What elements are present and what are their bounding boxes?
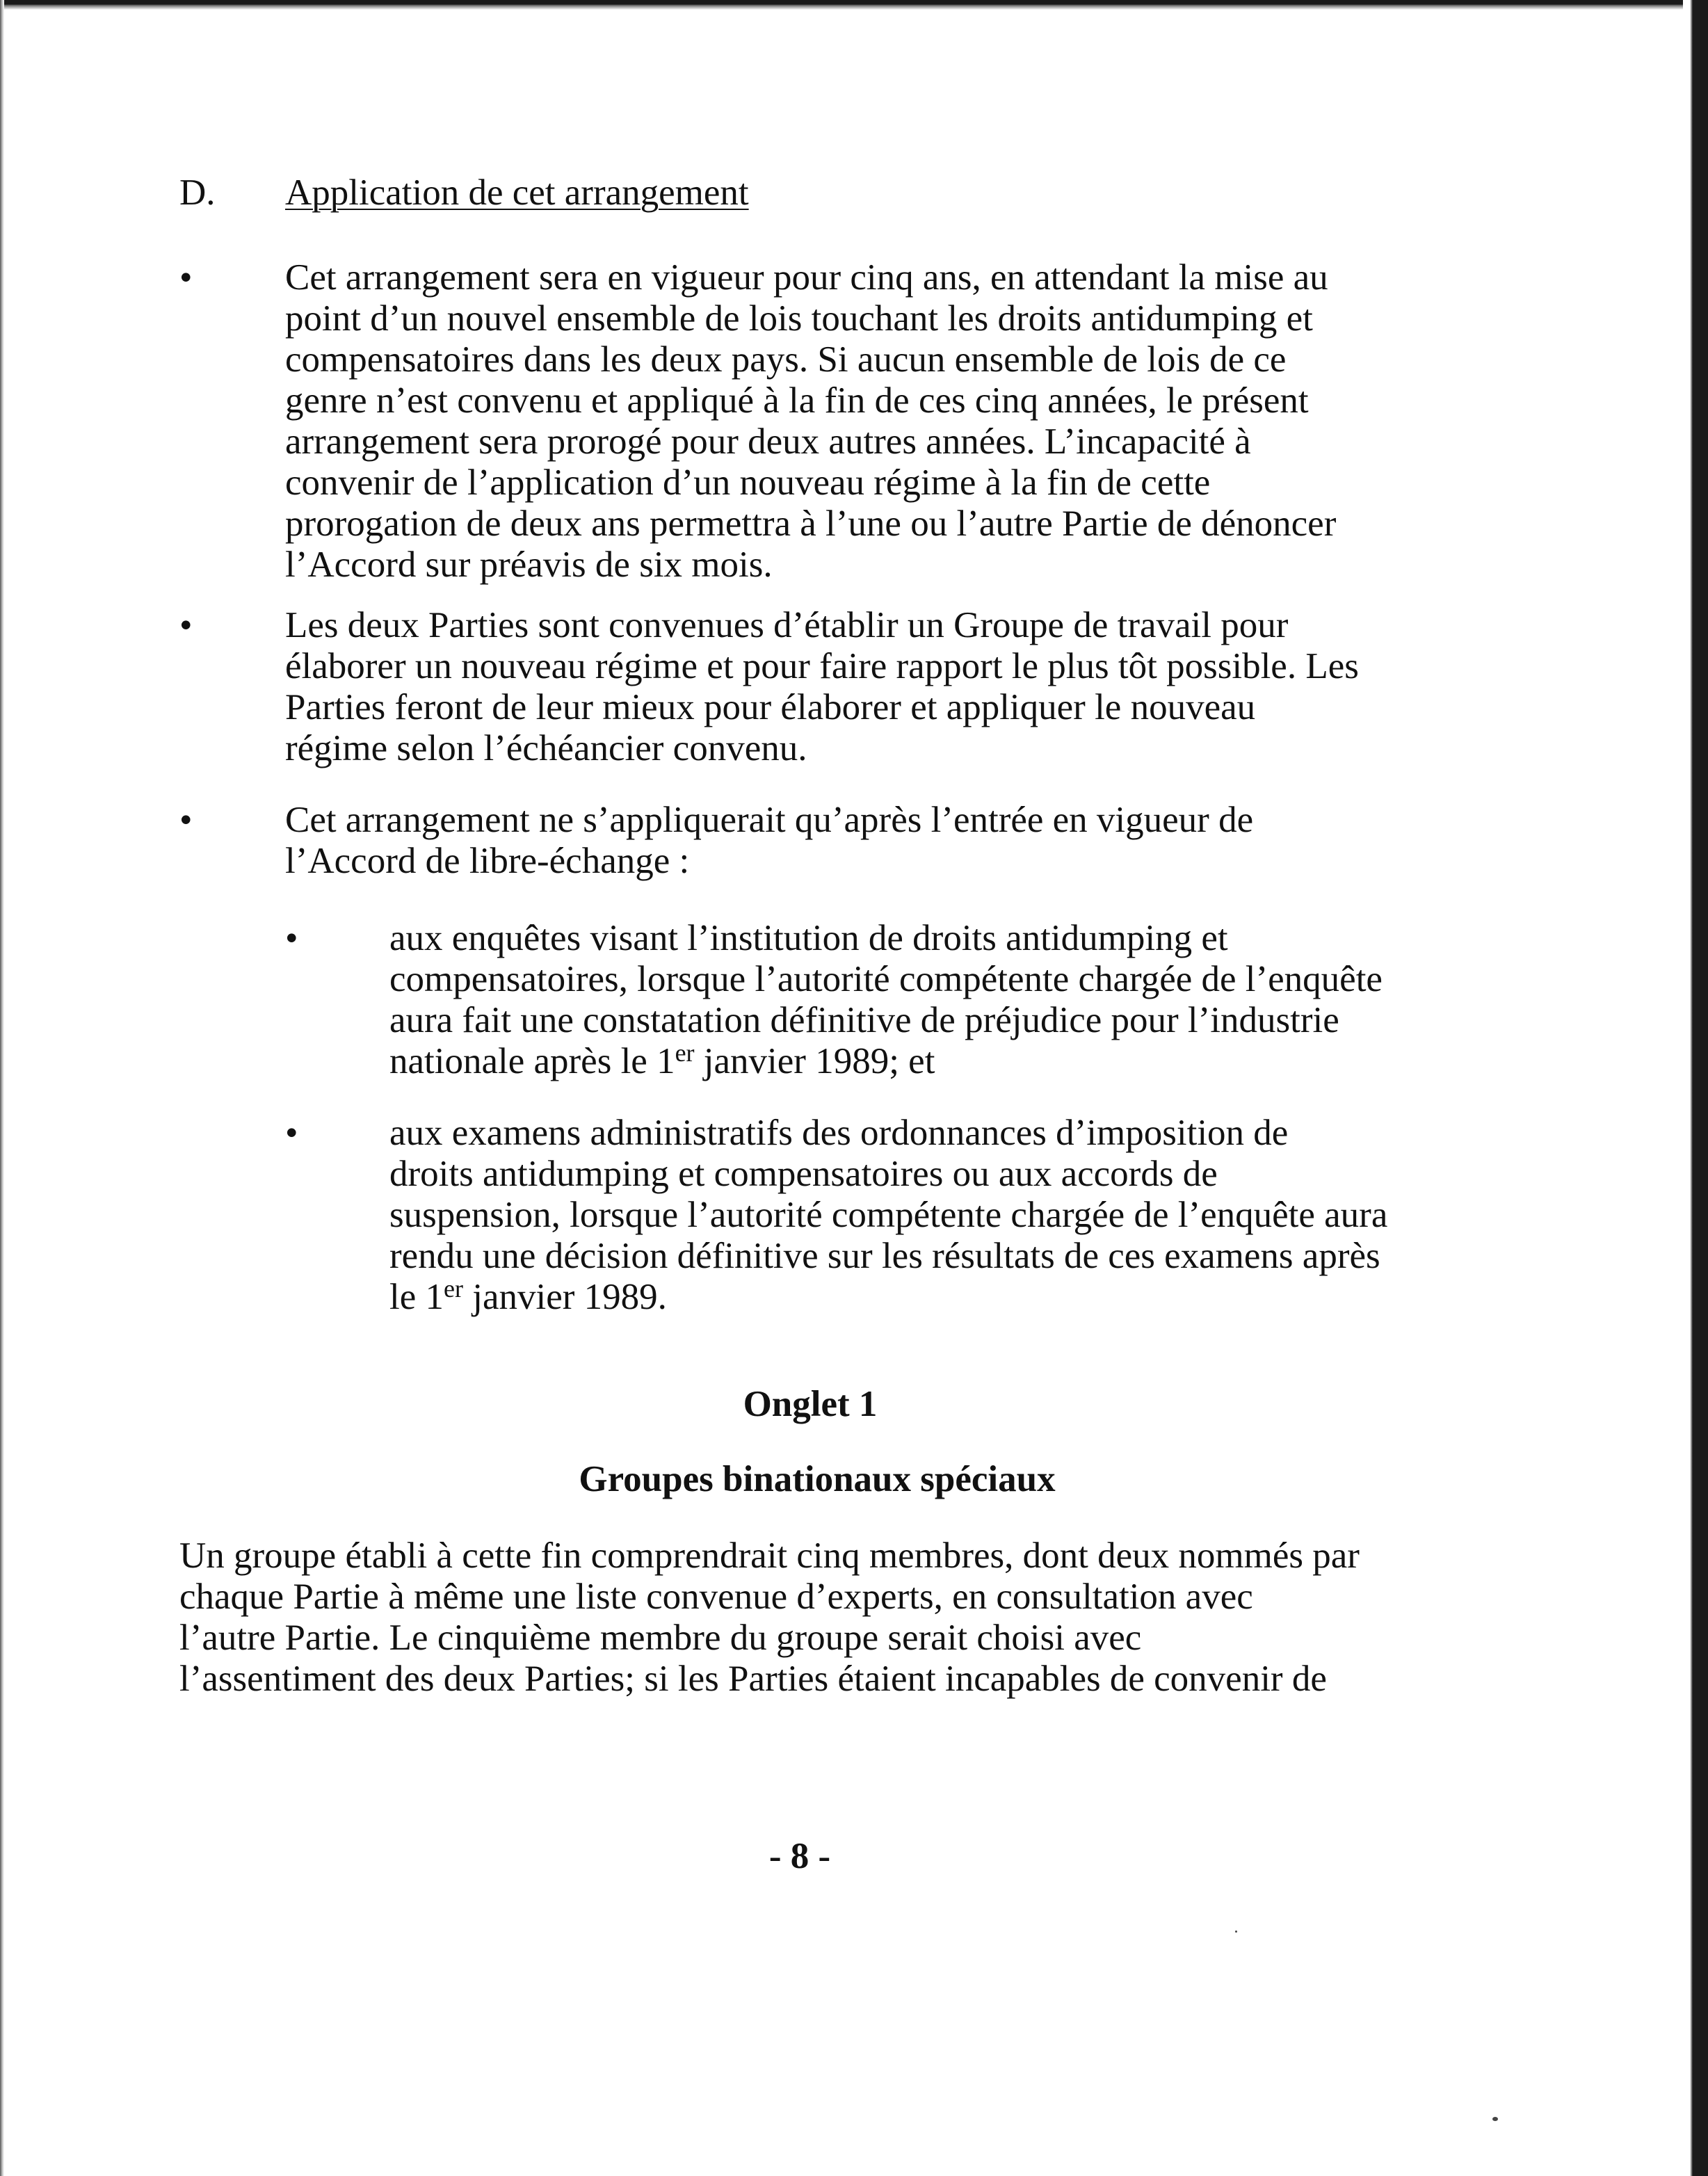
text-line: prorogation de deux ans permettra à l’une ou l’autre Partie de dénoncer — [285, 503, 1337, 544]
text-fragment: janvier 1989; et — [694, 1041, 935, 1081]
tab-title: Onglet 1 — [743, 1384, 878, 1424]
text-line: droits antidumping et compensatoires ou aux accords de — [389, 1154, 1218, 1194]
bullet-paragraph-2 — [285, 605, 1359, 769]
bullet-paragraph-3 — [285, 800, 1253, 882]
text-line: compensatoires, lorsque l’autorité compétente chargée de l’enquête — [389, 959, 1383, 999]
text-line: aura fait une constatation définitive de préjudice pour l’industrie — [389, 1000, 1339, 1040]
section-title: Application de cet arrangement — [285, 172, 749, 213]
text-line: élaborer un nouveau régime et pour faire rapport le plus tôt possible. Les — [285, 646, 1359, 686]
text-fragment: janvier 1989. — [462, 1277, 667, 1317]
text-line: l’Accord de libre-échange : — [285, 841, 690, 881]
scan-speck — [1492, 2117, 1498, 2121]
text-line: Cet arrangement sera en vigueur pour cinq ans, en attendant la mise au — [285, 257, 1328, 298]
text-line: l’assentiment des deux Parties; si les Parties étaient incapables de convenir de — [179, 1659, 1327, 1699]
section-letter: D. — [179, 172, 216, 213]
sub-bullet-paragraph-2 — [389, 1113, 1387, 1318]
text-line — [389, 1277, 1387, 1318]
sub-bullet-marker: • — [285, 918, 298, 958]
text-line: aux enquêtes visant l’institution de droits antidumping et — [389, 918, 1228, 958]
tab-subtitle: Groupes binationaux spéciaux — [579, 1459, 1056, 1499]
bullet-marker: • — [179, 800, 193, 840]
page-number: - 8 - — [768, 1836, 831, 1876]
bullet-paragraph-1 — [285, 257, 1336, 586]
text-line: genre n’est convenu et appliqué à la fin de ces cinq années, le présent — [285, 380, 1309, 421]
bullet-marker: • — [179, 257, 193, 298]
text-fragment: le 1 — [389, 1277, 444, 1317]
text-line: l’Accord sur préavis de six mois. — [285, 545, 773, 585]
text-line: arrangement sera prorogé pour deux autres années. L’incapacité à — [285, 421, 1251, 462]
text-fragment: nationale après le 1 — [389, 1041, 675, 1081]
text-line: rendu une décision définitive sur les résultats de ces examens après — [389, 1236, 1380, 1276]
scan-speck — [1235, 1931, 1237, 1933]
closing-paragraph — [179, 1536, 1360, 1700]
text-line: régime selon l’échéancier convenu. — [285, 728, 807, 768]
text-line: Parties feront de leur mieux pour élaborer et appliquer le nouveau — [285, 687, 1256, 727]
text-line — [389, 1041, 1383, 1082]
superscript: er — [675, 1039, 695, 1067]
text-line: compensatoires dans les deux pays. Si aucun ensemble de lois de ce — [285, 339, 1287, 380]
text-line: chaque Partie à même une liste convenue d’experts, en consultation avec — [179, 1577, 1253, 1617]
superscript: er — [444, 1275, 463, 1303]
text-line: Les deux Parties sont convenues d’établir un Groupe de travail pour — [285, 605, 1289, 645]
text-line: Cet arrangement ne s’appliquerait qu’après l’entrée en vigueur de — [285, 800, 1254, 840]
scan-border-top — [0, 0, 1683, 10]
scan-border-right — [1683, 0, 1708, 2176]
sub-bullet-paragraph-1 — [389, 918, 1383, 1082]
text-line: aux examens administratifs des ordonnances d’imposition de — [389, 1113, 1289, 1153]
text-line: suspension, lorsque l’autorité compétente chargée de l’enquête aura — [389, 1195, 1388, 1235]
text-line: convenir de l’application d’un nouveau régime à la fin de cette — [285, 462, 1211, 503]
text-line: point d’un nouvel ensemble de lois touchant les droits antidumping et — [285, 298, 1313, 339]
sub-bullet-marker: • — [285, 1113, 298, 1153]
bullet-marker: • — [179, 605, 193, 645]
text-line: Un groupe établi à cette fin comprendrait cinq membres, dont deux nommés par — [179, 1536, 1360, 1576]
text-line: l’autre Partie. Le cinquième membre du groupe serait choisi avec — [179, 1618, 1142, 1658]
